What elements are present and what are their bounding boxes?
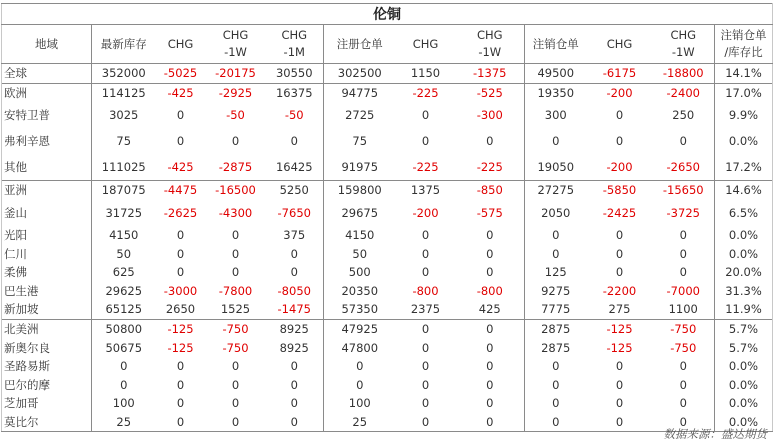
table-cell: 0 (653, 413, 715, 432)
header-row (2, 25, 773, 64)
table-cell: 2725 (345, 108, 375, 123)
table-row (2, 394, 773, 413)
table-cell: 0 (396, 319, 456, 338)
table-cell: 0 (176, 246, 185, 261)
table-cell: 0 (456, 413, 525, 432)
table-cell: 16375 (266, 83, 324, 102)
table-cell: 0 (653, 226, 715, 245)
table-cell: 2050 (541, 205, 571, 220)
table-cell: -20175 (215, 66, 256, 81)
table-cell: 0 (525, 413, 587, 432)
region-label: 莫比尔 (2, 413, 92, 432)
table-cell: 0 (176, 108, 185, 123)
table-cell: -750 (653, 319, 715, 338)
table-cell: 25 (92, 413, 156, 432)
table-cell: 0 (552, 396, 560, 411)
table-row (2, 154, 773, 181)
region-label: 新加坡 (2, 300, 92, 319)
table-cell: 0 (552, 246, 560, 261)
table-cell: -750 (206, 319, 266, 338)
table-cell: -2650 (653, 154, 715, 181)
table-cell: -200 (587, 83, 653, 102)
table-cell: 425 (456, 300, 525, 319)
table-cell: -225 (456, 154, 525, 181)
table-cell: 0 (356, 359, 364, 374)
table-cell: 49500 (537, 66, 575, 81)
table-cell: 0 (266, 413, 324, 432)
table-cell: 29625 (105, 283, 143, 298)
region-label: 其他 (2, 154, 92, 181)
table-cell: 2875 (541, 340, 571, 355)
table-cell: 0 (231, 377, 240, 392)
table-cell: -575 (456, 200, 525, 226)
table-cell: -225 (396, 83, 456, 102)
table-cell: 0 (456, 319, 525, 338)
table-cell: 1525 (220, 302, 251, 317)
table-cell: 94775 (324, 83, 396, 102)
table-cell: -16500 (206, 181, 266, 200)
table-cell: -425 (167, 160, 194, 175)
table-cell: 5250 (266, 181, 324, 200)
table-title: 伦铜 (2, 4, 773, 25)
table-cell: 0 (231, 246, 240, 261)
table-cell: 0 (120, 359, 128, 374)
region-label: 全球 (2, 64, 92, 84)
table-cell: -800 (456, 282, 525, 301)
table-cell: -8050 (266, 282, 324, 301)
table-row (2, 83, 773, 102)
table-cell: 0 (615, 246, 624, 261)
table-cell: -4475 (156, 181, 206, 200)
table-cell: -15650 (653, 181, 715, 200)
table-cell: 7775 (541, 302, 571, 317)
header-cell: CHG -1W (456, 25, 525, 64)
table-cell: 75 (352, 134, 368, 149)
table-cell: 0 (456, 338, 525, 357)
table-cell: 0 (552, 359, 560, 374)
region-label: 巴生港 (2, 282, 92, 301)
table-cell: 0 (421, 265, 430, 280)
table-cell: 19050 (537, 160, 575, 175)
table-cell: 100 (348, 396, 371, 411)
region-label: 釜山 (2, 200, 92, 226)
table-cell: 352000 (101, 66, 146, 81)
table-row (2, 319, 773, 338)
table-cell: 0 (120, 377, 128, 392)
table-cell: 1100 (653, 300, 715, 319)
table-cell: 0 (615, 359, 624, 374)
table-cell: 0 (176, 396, 185, 411)
table-cell: -4300 (218, 205, 253, 220)
table-cell: -425 (156, 83, 206, 102)
table-row (2, 282, 773, 301)
region-label: 弗利辛恩 (2, 128, 92, 154)
table-cell: 0 (231, 265, 240, 280)
table-cell: 0 (156, 413, 206, 432)
table-cell: 0 (615, 265, 624, 280)
header-cell: CHG (396, 25, 456, 64)
table-row (2, 226, 773, 245)
table-cell: -1475 (266, 300, 324, 319)
table-cell: 25 (324, 413, 396, 432)
region-label: 巴尔的摩 (2, 376, 92, 395)
table-row (2, 413, 773, 432)
table-cell: 2875 (525, 319, 587, 338)
table-cell: 9.9% (715, 102, 773, 128)
table-cell: -200 (606, 160, 633, 175)
lme-copper-stock-table (1, 3, 773, 432)
table-cell: 0 (421, 108, 430, 123)
table-cell: -750 (222, 340, 249, 355)
table-cell: 375 (266, 226, 324, 245)
table-row (2, 102, 773, 128)
table-cell: -200 (412, 205, 439, 220)
table-cell: -50 (266, 102, 324, 128)
table-cell: 0.0% (715, 394, 773, 413)
table-cell: -7650 (266, 200, 324, 226)
table-cell: 20.0% (715, 263, 773, 282)
table-cell: 0 (653, 376, 715, 395)
table-cell: -225 (412, 160, 439, 175)
table-row (2, 263, 773, 282)
table-cell: 0 (615, 396, 624, 411)
table-cell: 16425 (266, 154, 324, 181)
table-cell: 0 (231, 396, 240, 411)
table-row (2, 338, 773, 357)
table-cell: 17.0% (715, 83, 773, 102)
table-cell: 0 (176, 265, 185, 280)
table-cell: 0 (552, 134, 560, 149)
table-cell: 250 (653, 102, 715, 128)
table-cell: 0 (421, 134, 430, 149)
table-cell: 50 (352, 246, 368, 261)
table-cell: -1375 (456, 64, 525, 84)
table-cell: 6.5% (715, 200, 773, 226)
region-label: 北美洲 (2, 319, 92, 338)
table-cell: 0 (421, 396, 430, 411)
table-cell: 0 (653, 357, 715, 376)
table-cell: 0 (266, 244, 324, 263)
table-cell: 0 (231, 134, 240, 149)
header-cell: CHG (156, 25, 206, 64)
header-cell: 最新库存 (92, 25, 156, 64)
table-cell: 29675 (341, 205, 379, 220)
table-cell: 9275 (541, 283, 571, 298)
table-cell: 0 (231, 228, 240, 243)
table-row (2, 376, 773, 395)
table-cell: 0 (653, 263, 715, 282)
table-cell: 0 (653, 128, 715, 154)
table-cell: -7800 (218, 283, 253, 298)
table-cell: 14.6% (715, 181, 773, 200)
table-cell: -525 (456, 83, 525, 102)
table-cell: 8925 (266, 319, 324, 338)
table-cell: -125 (606, 340, 633, 355)
table-cell: 17.2% (715, 154, 773, 181)
table-cell: 31725 (105, 205, 143, 220)
table-cell: 300 (544, 108, 567, 123)
table-cell: 50800 (92, 319, 156, 338)
table-cell: 14.1% (715, 64, 773, 84)
table-cell: 0 (615, 228, 624, 243)
table-cell: 0 (456, 263, 525, 282)
table-cell: 0 (266, 376, 324, 395)
table-cell: 0 (456, 128, 525, 154)
table-cell: 5.7% (715, 319, 773, 338)
header-cell: 注册仓单 (324, 25, 396, 64)
table-cell: 0 (176, 134, 185, 149)
table-cell: 0 (615, 134, 624, 149)
table-cell: 100 (112, 396, 135, 411)
table-cell: 0.0% (715, 357, 773, 376)
table-cell: 50 (116, 246, 132, 261)
table-cell: -7000 (653, 282, 715, 301)
table-cell: 8925 (266, 338, 324, 357)
table-cell: 2650 (165, 302, 196, 317)
table-cell: 1375 (396, 181, 456, 200)
table-cell: 0 (552, 377, 560, 392)
data-source-note: 数据来源：盛达期货 (663, 427, 767, 441)
table-row (2, 128, 773, 154)
table-cell: 0 (396, 413, 456, 432)
region-label: 安特卫普 (2, 102, 92, 128)
header-cell: CHG -1M (266, 25, 324, 64)
table-cell: -2200 (602, 283, 637, 298)
table-cell: 0.0% (715, 128, 773, 154)
table-cell: 30550 (266, 64, 324, 84)
table-cell: -750 (653, 338, 715, 357)
table-cell: -2875 (218, 160, 253, 175)
table-cell: -3000 (163, 283, 198, 298)
table-cell: 91975 (341, 160, 379, 175)
table-cell: 0.0% (715, 413, 773, 432)
table-cell: -3725 (653, 200, 715, 226)
table-cell: 0 (266, 128, 324, 154)
table-cell: 0 (456, 244, 525, 263)
table-cell: 125 (544, 265, 567, 280)
table-cell: 0 (456, 394, 525, 413)
table-cell: -125 (156, 319, 206, 338)
region-label: 圣路易斯 (2, 357, 92, 376)
table-cell: 0 (266, 263, 324, 282)
header-cell: CHG -1W (653, 25, 715, 64)
table-cell: 0 (653, 394, 715, 413)
table-cell: 47800 (341, 340, 379, 355)
table-cell: 159800 (324, 181, 396, 200)
table-row (2, 300, 773, 319)
table-cell: 114125 (92, 83, 156, 102)
table-cell: 50675 (105, 340, 143, 355)
table-cell: 4150 (109, 228, 139, 243)
table-cell: 0 (653, 244, 715, 263)
table-cell: 57350 (341, 302, 379, 317)
table-cell: 1150 (410, 66, 441, 81)
table-cell: 20350 (341, 283, 379, 298)
table-cell: 0.0% (715, 226, 773, 245)
table-cell: 0 (552, 228, 560, 243)
table-cell: 2375 (410, 302, 441, 317)
table-cell: 19350 (525, 83, 587, 102)
region-label: 芝加哥 (2, 394, 92, 413)
table-row (2, 64, 773, 84)
header-cell: CHG (587, 25, 653, 64)
table-cell: 500 (348, 265, 371, 280)
table-cell: -2425 (602, 205, 637, 220)
table-cell: 0 (421, 340, 430, 355)
table-cell: -300 (456, 102, 525, 128)
header-cell: 地域 (2, 25, 92, 64)
header-cell: CHG -1W (206, 25, 266, 64)
table-cell: 0 (615, 108, 624, 123)
region-label: 欧洲 (2, 83, 92, 102)
table-cell: 0 (456, 226, 525, 245)
table-row (2, 357, 773, 376)
table-cell: 47925 (324, 319, 396, 338)
table-cell: 0 (206, 413, 266, 432)
table-cell: -5025 (163, 66, 198, 81)
table-cell: 0 (421, 377, 430, 392)
table-cell: 0.0% (715, 244, 773, 263)
table-cell: 0 (266, 357, 324, 376)
table-cell: -125 (167, 340, 194, 355)
table-cell: 0 (615, 377, 624, 392)
table-cell: 0 (421, 359, 430, 374)
table-cell: 0 (176, 228, 185, 243)
table-cell: 0.0% (715, 376, 773, 395)
table-cell: 65125 (105, 302, 143, 317)
table-cell: 31.3% (715, 282, 773, 301)
table-cell: -2400 (653, 83, 715, 102)
header-cell: 注销仓单 (525, 25, 587, 64)
table-cell: 0 (421, 246, 430, 261)
table-cell: 187075 (92, 181, 156, 200)
table-cell: 0 (456, 376, 525, 395)
region-label: 柔佛 (2, 263, 92, 282)
table-cell: 0 (587, 413, 653, 432)
table-cell: -2625 (163, 205, 198, 220)
table-cell: 0 (266, 394, 324, 413)
table-cell: -850 (456, 181, 525, 200)
table-cell: 3025 (109, 108, 139, 123)
table-cell: -2925 (206, 83, 266, 102)
table-cell: -18800 (653, 64, 715, 84)
table-cell: 4150 (345, 228, 375, 243)
table-cell: 75 (116, 134, 132, 149)
table-cell: 0 (176, 359, 185, 374)
region-label: 亚洲 (2, 181, 92, 200)
table-cell: 625 (112, 265, 135, 280)
table-cell: -800 (412, 283, 439, 298)
region-label: 仁川 (2, 244, 92, 263)
table-cell: 5.7% (715, 338, 773, 357)
table-cell: 0 (456, 357, 525, 376)
table-row (2, 244, 773, 263)
table-cell: 111025 (101, 160, 146, 175)
table-cell: 11.9% (715, 300, 773, 319)
table-cell: -50 (226, 108, 245, 123)
header-cell: 注销仓单 /库存比 (715, 25, 773, 64)
table-cell: 0 (176, 377, 185, 392)
region-label: 新奥尔良 (2, 338, 92, 357)
table-row (2, 200, 773, 226)
table-row (2, 181, 773, 200)
region-label: 光阳 (2, 226, 92, 245)
table-cell: 302500 (337, 66, 382, 81)
table-cell: -5850 (587, 181, 653, 200)
table-cell: 0 (421, 228, 430, 243)
table-cell: 27275 (525, 181, 587, 200)
table-cell: 0 (231, 359, 240, 374)
table-cell: 0 (356, 377, 364, 392)
table-cell: 275 (608, 302, 631, 317)
table-cell: -6175 (602, 66, 637, 81)
table-cell: -125 (587, 319, 653, 338)
